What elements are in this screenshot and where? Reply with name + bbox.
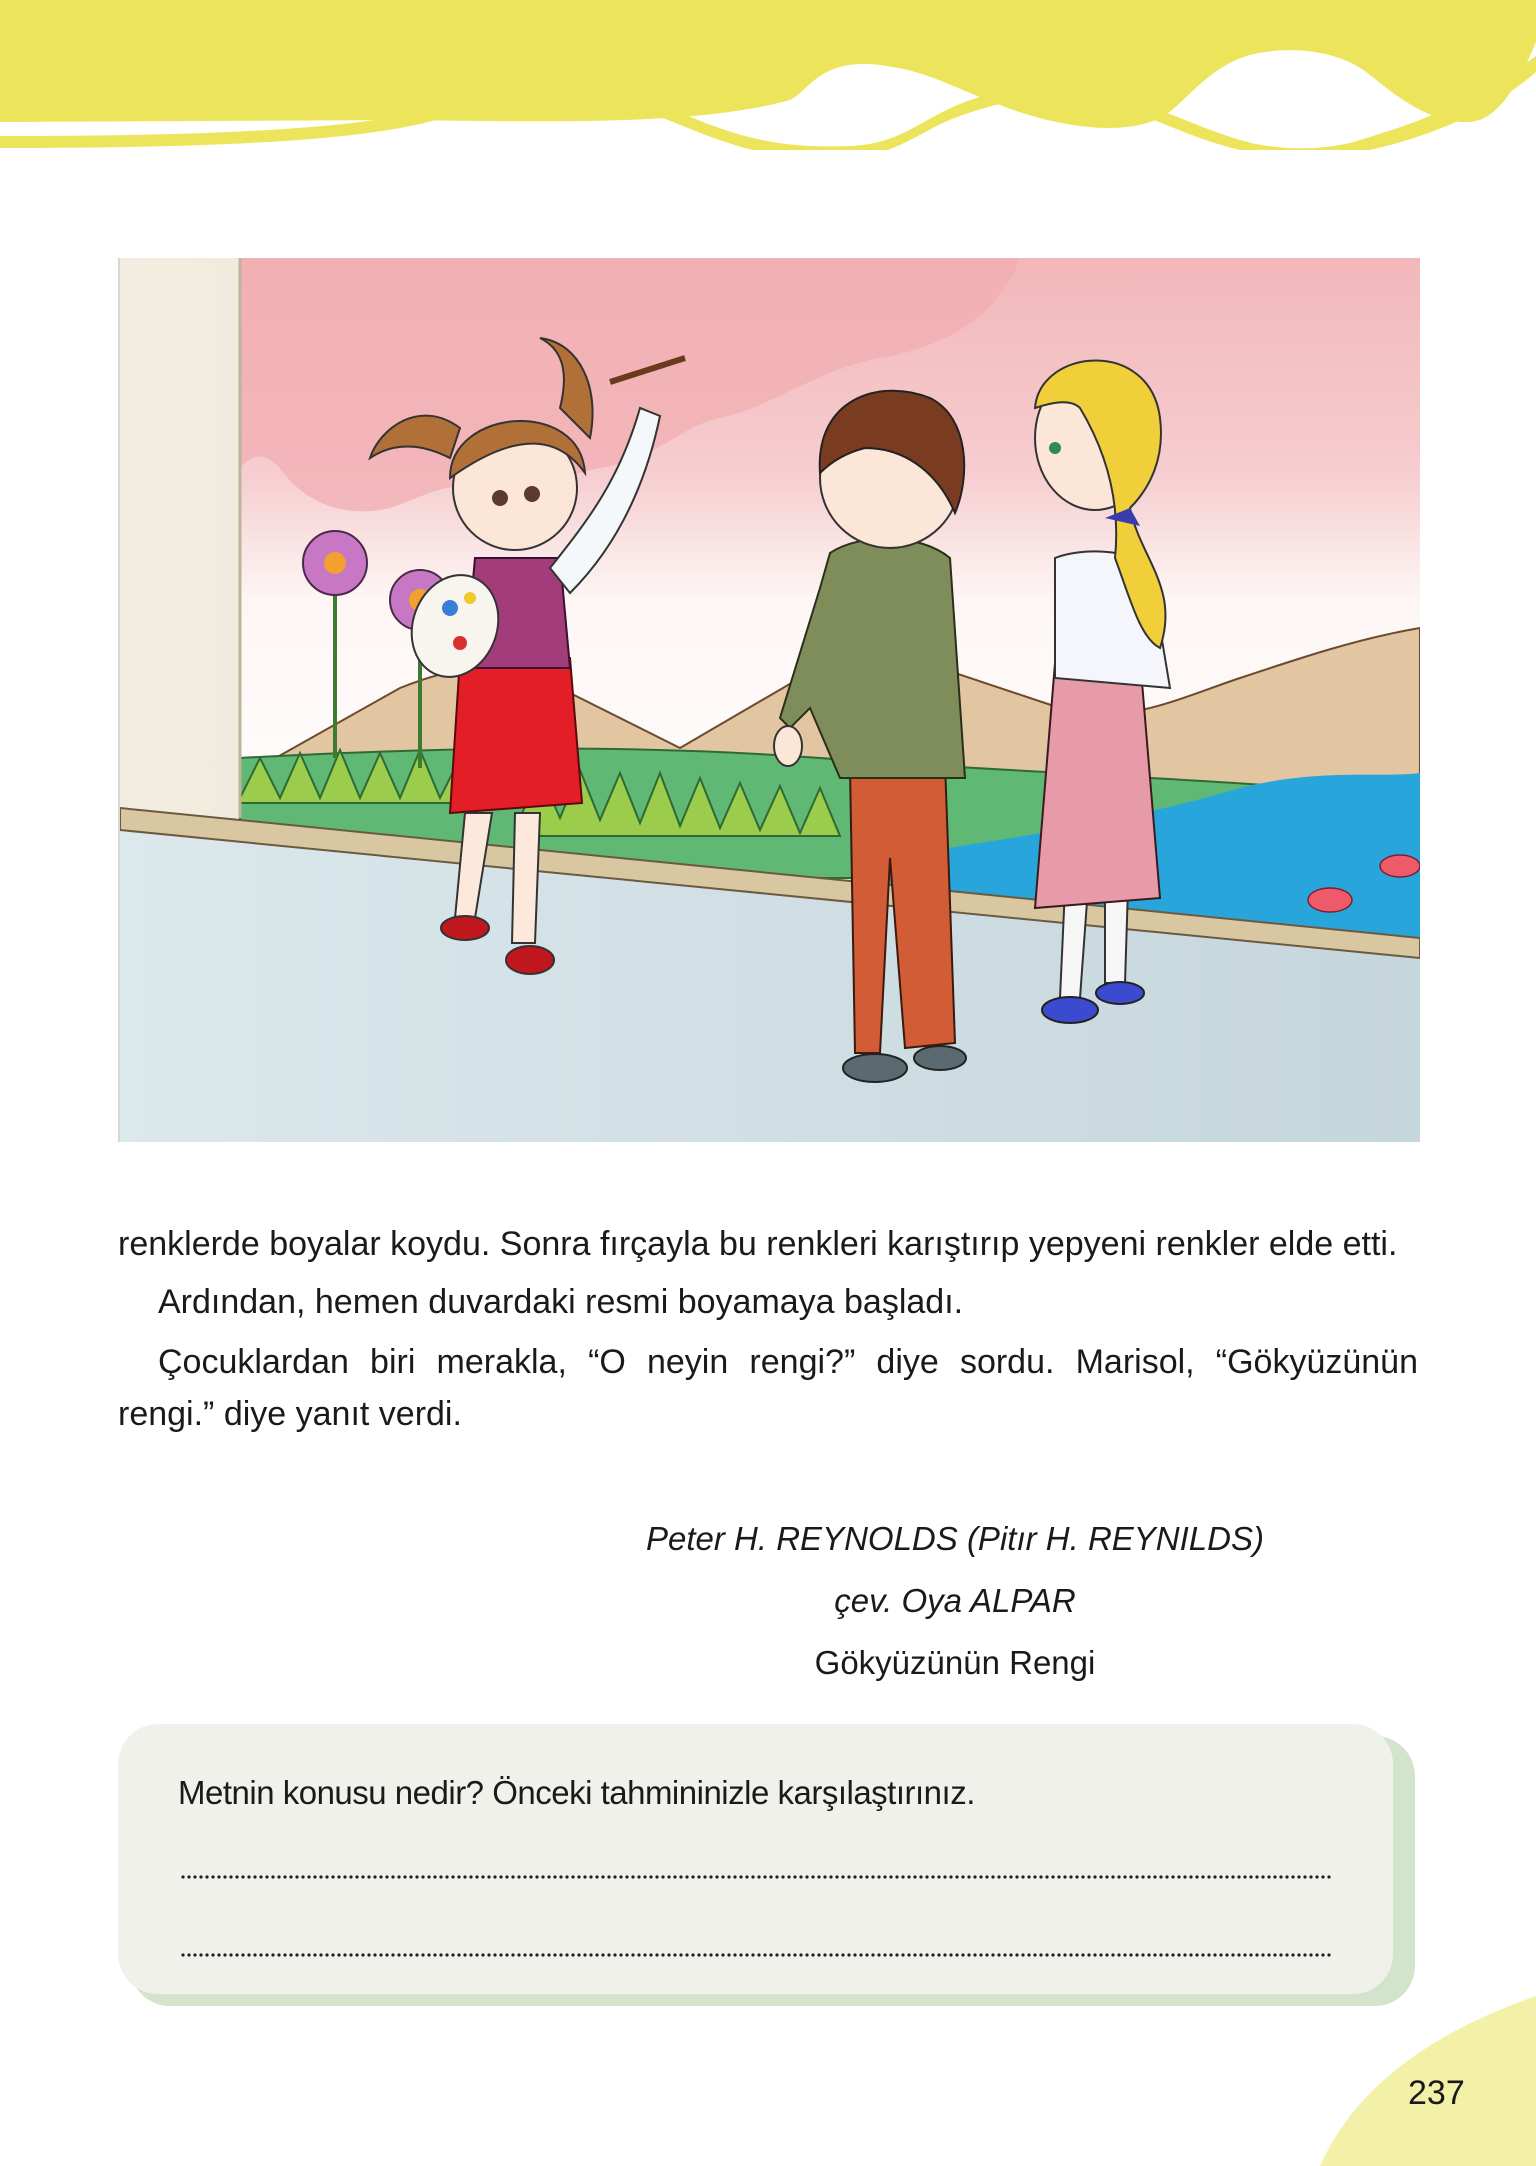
- source-credits: [560, 1508, 1350, 1694]
- story-illustration: [118, 258, 1420, 1142]
- question-text: Metnin konusu nedir? Önceki tahmininizle karşılaştırınız.: [178, 1774, 975, 1811]
- page-number: 237: [1408, 2074, 1465, 2112]
- corner-decoration: [1300, 1966, 1536, 2166]
- header-wave-decoration: [0, 0, 1536, 150]
- answer-line-2[interactable]: [180, 1952, 1332, 1958]
- story-paragraph: Çocuklardan biri merakla, “O neyin rengi?” diye sordu. Marisol, “Gökyüzünün rengi.” diye yanıt verdi.: [118, 1343, 1418, 1433]
- answer-line-1[interactable]: [180, 1874, 1332, 1880]
- author-name: Peter H. REYNOLDS (Pitır H. REYNILDS): [646, 1520, 1264, 1557]
- translator-name: çev. Oya ALPAR: [834, 1582, 1076, 1619]
- story-text: [118, 1218, 1418, 1448]
- book-title: Gökyüzünün Rengi: [814, 1644, 1096, 1681]
- story-paragraph: renklerde boyalar koydu. Sonra fırçayla bu renkleri karıştırıp yepyeni renkler elde etti.: [118, 1225, 1398, 1263]
- question-box: [118, 1724, 1393, 1994]
- story-paragraph: Ardından, hemen duvardaki resmi boyamaya başladı.: [158, 1283, 964, 1321]
